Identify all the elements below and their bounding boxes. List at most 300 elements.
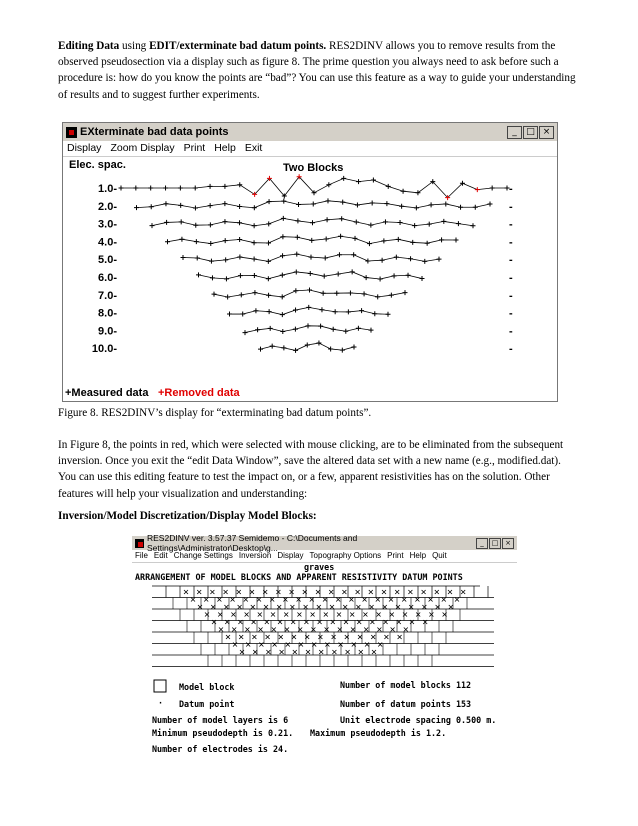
menu-change-settings[interactable]: Change Settings — [173, 551, 233, 560]
measured-datum-point[interactable] — [343, 329, 348, 334]
measured-datum-point[interactable] — [295, 235, 300, 240]
datum-point — [292, 635, 296, 639]
measured-datum-point[interactable] — [212, 292, 217, 297]
measured-datum-point[interactable] — [293, 308, 298, 313]
measured-datum-point[interactable] — [351, 252, 356, 257]
datum-point — [404, 628, 408, 632]
measured-datum-point[interactable] — [222, 201, 227, 206]
measured-datum-point[interactable] — [280, 253, 285, 258]
measured-datum-point[interactable] — [252, 290, 257, 295]
datum-point — [297, 613, 301, 617]
measured-datum-point[interactable] — [238, 273, 243, 278]
datum-point — [318, 635, 322, 639]
measured-datum-point[interactable] — [380, 258, 385, 263]
exterminate-menubar — [63, 141, 557, 157]
measured-datum-point[interactable] — [354, 219, 359, 224]
figure-caption: Figure 8. RES2DINV’s display for “exterminating bad datum points”. — [58, 407, 372, 419]
datum-point — [325, 628, 329, 632]
datum-point — [422, 605, 426, 609]
datum-point — [415, 598, 419, 602]
row-end-dash: - — [509, 218, 513, 231]
stat-electrodes: Number of electrodes is 24. — [152, 744, 289, 754]
row-end-dash: - — [509, 254, 513, 267]
measured-datum-point[interactable] — [356, 179, 361, 184]
measured-datum-point[interactable] — [243, 330, 248, 335]
measured-datum-point[interactable] — [341, 176, 346, 181]
measured-datum-point[interactable] — [294, 252, 299, 257]
measured-datum-point[interactable] — [208, 203, 213, 208]
row-label: 6.0- — [98, 272, 117, 284]
measured-datum-point[interactable] — [439, 237, 444, 242]
measured-datum-point[interactable] — [322, 274, 327, 279]
close-icon[interactable]: × — [539, 126, 554, 139]
measured-datum-point[interactable] — [324, 237, 329, 242]
measured-datum-point[interactable] — [371, 178, 376, 183]
measured-datum-point[interactable] — [328, 346, 333, 351]
menu-topography-options[interactable]: Topography Options — [309, 551, 382, 560]
measured-datum-point[interactable] — [422, 259, 427, 264]
datum-point — [330, 605, 334, 609]
measured-datum-point[interactable] — [427, 222, 432, 227]
datum-point — [271, 613, 275, 617]
measured-datum-point[interactable] — [308, 271, 313, 276]
measured-datum-point[interactable] — [252, 223, 257, 228]
measured-datum-point[interactable] — [420, 276, 425, 281]
datum-point — [259, 628, 263, 632]
measured-datum-point[interactable] — [295, 218, 300, 223]
measured-datum-point[interactable] — [237, 182, 242, 187]
row-label: 2.0- — [98, 200, 117, 213]
menu-help[interactable]: Help — [409, 551, 427, 560]
menu-exit[interactable]: Exit — [244, 142, 263, 154]
measured-datum-point[interactable] — [252, 257, 257, 262]
datum-point — [245, 613, 249, 617]
datum-point — [317, 605, 321, 609]
datum-point — [197, 590, 201, 594]
measured-datum-point[interactable] — [208, 241, 213, 246]
measured-datum-point[interactable] — [237, 204, 242, 209]
measured-datum-point[interactable] — [164, 220, 169, 225]
datum-point — [283, 598, 287, 602]
measured-datum-point[interactable] — [225, 294, 230, 299]
stat-model-blocks: Number of model blocks 112 — [340, 680, 472, 690]
res2dinv-window-title: RES2DINV ver. 3.57.37 Semidemo - C:\Documents and Settings\Administrator\Desktop\g... — [147, 533, 358, 553]
measured-datum-point[interactable] — [223, 257, 228, 262]
measured-datum-point[interactable] — [222, 219, 227, 224]
measured-datum-point[interactable] — [386, 312, 391, 317]
minimize-icon[interactable]: _ — [507, 126, 522, 139]
datum-point — [332, 650, 336, 654]
measured-datum-point[interactable] — [372, 311, 377, 316]
datum-point — [232, 628, 236, 632]
measured-datum-point[interactable] — [163, 201, 168, 206]
datum-point — [383, 605, 387, 609]
menu-display[interactable]: Display — [277, 551, 304, 560]
measured-datum-point[interactable] — [148, 186, 153, 191]
measured-datum-point[interactable] — [394, 255, 399, 260]
measured-datum-point[interactable] — [319, 307, 324, 312]
datum-point — [442, 598, 446, 602]
datum-point — [304, 605, 308, 609]
measured-datum-point[interactable] — [356, 326, 361, 331]
datum-point — [238, 605, 242, 609]
measured-datum-point[interactable] — [208, 222, 213, 227]
datum-point — [299, 643, 303, 647]
datum-point — [377, 628, 381, 632]
plot-title: Two Blocks — [283, 162, 344, 174]
res2dinv-titlebar — [132, 533, 517, 553]
measured-datum-point[interactable] — [429, 202, 434, 207]
measured-datum-point[interactable] — [410, 240, 415, 245]
datum-point — [319, 650, 323, 654]
datum-point — [259, 643, 263, 647]
measured-datum-point[interactable] — [266, 221, 271, 226]
menu-display[interactable]: Display — [67, 142, 102, 154]
datum-point — [369, 590, 373, 594]
measured-datum-point[interactable] — [240, 312, 245, 317]
datum-point — [226, 635, 230, 639]
measured-datum-point[interactable] — [237, 237, 242, 242]
measured-datum-point[interactable] — [370, 200, 375, 205]
measured-datum-point[interactable] — [165, 239, 170, 244]
measured-datum-point[interactable] — [384, 201, 389, 206]
stat-model-layers: Number of model layers is 6 — [152, 715, 289, 725]
measured-datum-point[interactable] — [305, 342, 310, 347]
measured-datum-point[interactable] — [270, 344, 275, 349]
measured-datum-point[interactable] — [353, 236, 358, 241]
measured-datum-point[interactable] — [237, 220, 242, 225]
row-end-dash: - — [509, 325, 513, 338]
measured-datum-point[interactable] — [401, 189, 406, 194]
datum-point — [253, 650, 257, 654]
measured-datum-point[interactable] — [296, 202, 301, 207]
measured-datum-point[interactable] — [179, 237, 184, 242]
measured-datum-point[interactable] — [267, 199, 272, 204]
datum-point — [257, 598, 261, 602]
measured-datum-point[interactable] — [392, 273, 397, 278]
measured-datum-point[interactable] — [336, 271, 341, 276]
measured-datum-point[interactable] — [280, 273, 285, 278]
measured-datum-point[interactable] — [473, 205, 478, 210]
measured-datum-point[interactable] — [369, 328, 374, 333]
datum-point — [231, 613, 235, 617]
measured-datum-point[interactable] — [210, 275, 215, 280]
minimize-icon[interactable]: _ — [476, 538, 488, 549]
datum-point — [218, 613, 222, 617]
datum-point — [358, 635, 362, 639]
measured-datum-point[interactable] — [266, 293, 271, 298]
menu-file[interactable]: File — [135, 551, 148, 560]
row-label: 10.0- — [91, 343, 117, 356]
measured-datum-point[interactable] — [266, 276, 271, 281]
measured-datum-point[interactable] — [281, 216, 286, 221]
datum-point — [408, 590, 412, 594]
measured-datum-point[interactable] — [340, 348, 345, 353]
intro-text-b: RES2DINV allows you to remove results from the observed pseudosection via a display such as figure 8. The prime question you always need to ask before such a procedure is: how do you know the points are “bad”? You can use this feature as a way to guide your understanding of results and to suggest further experiments. — [58, 40, 576, 101]
datum-point — [378, 643, 382, 647]
measured-datum-point[interactable] — [456, 221, 461, 226]
datum-point — [356, 605, 360, 609]
datum-point — [284, 613, 288, 617]
measured-datum-point[interactable] — [359, 308, 364, 313]
datum-point — [293, 650, 297, 654]
measured-datum-point[interactable] — [471, 223, 476, 228]
measured-datum-point[interactable] — [178, 186, 183, 191]
close-icon[interactable]: × — [502, 538, 514, 549]
measured-datum-point[interactable] — [364, 275, 369, 280]
measured-datum-point[interactable] — [399, 204, 404, 209]
measured-datum-point[interactable] — [412, 223, 417, 228]
datum-point — [224, 605, 228, 609]
measured-datum-point[interactable] — [252, 240, 257, 245]
datum-point — [448, 590, 452, 594]
measured-datum-point[interactable] — [293, 288, 298, 293]
datum-point — [363, 598, 367, 602]
measured-datum-point[interactable] — [306, 305, 311, 310]
datum-point — [376, 598, 380, 602]
measured-datum-point[interactable] — [258, 347, 263, 352]
row-end-dash: - — [509, 343, 513, 356]
measured-datum-point[interactable] — [150, 223, 155, 228]
measured-datum-point[interactable] — [331, 327, 336, 332]
measured-datum-point[interactable] — [443, 201, 448, 206]
datum-point — [429, 613, 433, 617]
datum-point — [422, 590, 426, 594]
measured-datum-point[interactable] — [306, 323, 311, 328]
measured-datum-point[interactable] — [340, 200, 345, 205]
measured-datum-point[interactable] — [325, 198, 330, 203]
measured-datum-point[interactable] — [338, 234, 343, 239]
measured-datum-point[interactable] — [441, 219, 446, 224]
datum-point — [258, 613, 262, 617]
measured-datum-point[interactable] — [368, 223, 373, 228]
menu-inversion[interactable]: Inversion — [238, 551, 272, 560]
measured-datum-point[interactable] — [318, 324, 323, 329]
datum-point — [233, 643, 237, 647]
row-end-dash: - — [509, 200, 513, 213]
measured-datum-point[interactable] — [437, 257, 442, 262]
datum-point — [266, 635, 270, 639]
measured-datum-point[interactable] — [280, 234, 285, 239]
measured-datum-point[interactable] — [266, 259, 271, 264]
stat-max-pseudodepth: Maximum pseudodepth is 1.2. — [310, 728, 447, 738]
measured-datum-point[interactable] — [408, 256, 413, 261]
datum-point — [395, 590, 399, 594]
removed-datum-point[interactable] — [475, 187, 480, 192]
measured-datum-point[interactable] — [223, 238, 228, 243]
datum-point — [276, 590, 280, 594]
measured-datum-point[interactable] — [134, 205, 139, 210]
measured-datum-point[interactable] — [355, 202, 360, 207]
row-label: 7.0- — [98, 289, 117, 302]
row-end-dash: - — [509, 272, 513, 284]
arrangement-heading: ARRANGEMENT OF MODEL BLOCKS AND APPARENT RESISTIVITY DATUM POINTS — [135, 572, 463, 582]
legend-removed: +Removed data — [158, 387, 240, 399]
measured-datum-point[interactable] — [133, 186, 138, 191]
menu-help[interactable]: Help — [214, 142, 236, 154]
datum-point — [346, 650, 350, 654]
measured-datum-point[interactable] — [237, 255, 242, 260]
measured-datum-point[interactable] — [339, 216, 344, 221]
measured-datum-point[interactable] — [266, 240, 271, 245]
datum-point — [391, 628, 395, 632]
section-heading: Inversion/Model Discretization/Display Model Blocks: — [58, 510, 317, 522]
stat-min-pseudodepth: Minimum pseudodepth is 0.21. — [152, 728, 294, 738]
measured-datum-point[interactable] — [396, 237, 401, 242]
measured-datum-point[interactable] — [378, 277, 383, 282]
datum-point — [461, 590, 465, 594]
measured-datum-point[interactable] — [196, 272, 201, 277]
menu-print[interactable]: Print — [387, 551, 404, 560]
measured-datum-point[interactable] — [227, 312, 232, 317]
datum-point — [351, 628, 355, 632]
measured-datum-point[interactable] — [425, 241, 430, 246]
measured-datum-point[interactable] — [163, 186, 168, 191]
legend-model-block: Model block — [179, 682, 235, 692]
menu-edit[interactable]: Edit — [153, 551, 168, 560]
datum-point — [402, 598, 406, 602]
datum-point — [323, 598, 327, 602]
menu-print[interactable]: Print — [183, 142, 206, 154]
datum-point — [337, 613, 341, 617]
datum-point — [329, 590, 333, 594]
datum-point — [286, 643, 290, 647]
maximize-icon[interactable]: □ — [489, 538, 501, 549]
datum-point — [403, 613, 407, 617]
measured-datum-point[interactable] — [267, 309, 272, 314]
measured-datum-point[interactable] — [255, 327, 260, 332]
datum-point — [245, 628, 249, 632]
datum-point — [272, 628, 276, 632]
measured-datum-point[interactable] — [403, 290, 408, 295]
measured-datum-point[interactable] — [208, 184, 213, 189]
measured-datum-point[interactable] — [414, 205, 419, 210]
datum-point — [231, 598, 235, 602]
measured-datum-point[interactable] — [252, 205, 257, 210]
datum-point — [342, 590, 346, 594]
measured-datum-point[interactable] — [334, 291, 339, 296]
measured-datum-point[interactable] — [307, 288, 312, 293]
measured-datum-point[interactable] — [398, 220, 403, 225]
measured-datum-point[interactable] — [406, 273, 411, 278]
measured-datum-point[interactable] — [458, 205, 463, 210]
measured-datum-point[interactable] — [181, 255, 186, 260]
measured-datum-point[interactable] — [293, 348, 298, 353]
legend-datum-point: Datum point — [179, 699, 235, 709]
measured-datum-point[interactable] — [280, 294, 285, 299]
measured-datum-point[interactable] — [337, 252, 342, 257]
measured-datum-point[interactable] — [325, 217, 330, 222]
measured-datum-point[interactable] — [280, 312, 285, 317]
menu-zoom-display[interactable]: Zoom Display — [110, 142, 175, 154]
measured-datum-point[interactable] — [239, 292, 244, 297]
measured-datum-point[interactable] — [281, 345, 286, 350]
measured-datum-point[interactable] — [293, 327, 298, 332]
datum-point — [325, 643, 329, 647]
measured-datum-point[interactable] — [352, 344, 357, 349]
app-icon — [135, 539, 144, 548]
measured-datum-point[interactable] — [316, 341, 321, 346]
measured-datum-point[interactable] — [365, 259, 370, 264]
model-blocks-plot — [132, 562, 517, 761]
datum-point — [370, 605, 374, 609]
measured-datum-point[interactable] — [252, 273, 257, 278]
measured-datum-point[interactable] — [119, 186, 124, 191]
measured-datum-point[interactable] — [323, 256, 328, 261]
measured-datum-point[interactable] — [209, 259, 214, 264]
measured-datum-point[interactable] — [386, 184, 391, 189]
measured-datum-point[interactable] — [194, 239, 199, 244]
measured-datum-point[interactable] — [253, 308, 258, 313]
datum-point — [382, 590, 386, 594]
measured-datum-point[interactable] — [222, 184, 227, 189]
measured-datum-point[interactable] — [310, 220, 315, 225]
datum-point — [336, 598, 340, 602]
measured-datum-point[interactable] — [346, 309, 351, 314]
measured-datum-point[interactable] — [326, 182, 331, 187]
measured-datum-point[interactable] — [224, 276, 229, 281]
datum-point — [237, 590, 241, 594]
legend-measured: +Measured data — [65, 387, 149, 399]
measured-datum-point[interactable] — [294, 269, 299, 274]
datum-point — [349, 598, 353, 602]
measured-datum-point[interactable] — [389, 293, 394, 298]
measured-datum-point[interactable] — [193, 223, 198, 228]
measured-datum-point[interactable] — [321, 291, 326, 296]
measured-datum-point[interactable] — [311, 202, 316, 207]
datum-point — [311, 613, 315, 617]
measured-datum-point[interactable] — [309, 238, 314, 243]
measured-datum-point[interactable] — [193, 186, 198, 191]
measured-datum-point[interactable] — [178, 203, 183, 208]
row-label: 4.0- — [98, 236, 117, 249]
measured-datum-point[interactable] — [490, 186, 495, 191]
measured-datum-point[interactable] — [309, 255, 314, 260]
datum-point — [240, 650, 244, 654]
measured-datum-point[interactable] — [179, 219, 184, 224]
datum-point — [297, 598, 301, 602]
menu-quit[interactable]: Quit — [432, 551, 447, 560]
measured-datum-point[interactable] — [348, 290, 353, 295]
datum-point — [390, 613, 394, 617]
maximize-icon[interactable]: □ — [523, 126, 538, 139]
measured-datum-point[interactable] — [488, 201, 493, 206]
row-label: 5.0- — [98, 254, 117, 267]
measured-datum-point[interactable] — [381, 238, 386, 243]
measured-datum-point[interactable] — [268, 326, 273, 331]
model-block-legend-icon — [154, 680, 166, 692]
measured-datum-point[interactable] — [454, 237, 459, 242]
pseudosection-plot[interactable] — [63, 157, 557, 401]
measured-datum-point[interactable] — [280, 329, 285, 334]
row-label: 9.0- — [98, 325, 117, 338]
measured-datum-point[interactable] — [367, 241, 372, 246]
measured-datum-point[interactable] — [193, 205, 198, 210]
measured-datum-point[interactable] — [375, 294, 380, 299]
measured-datum-point[interactable] — [195, 255, 200, 260]
measured-datum-point[interactable] — [383, 219, 388, 224]
datum-point — [339, 643, 343, 647]
measured-datum-point[interactable] — [362, 291, 367, 296]
datum-point — [184, 590, 188, 594]
row-end-dash: - — [509, 289, 513, 302]
measured-datum-point[interactable] — [149, 204, 154, 209]
datum-point — [285, 628, 289, 632]
measured-datum-point[interactable] — [281, 199, 286, 204]
datum-point — [266, 650, 270, 654]
measured-datum-point[interactable] — [350, 269, 355, 274]
measured-datum-point[interactable] — [333, 309, 338, 314]
